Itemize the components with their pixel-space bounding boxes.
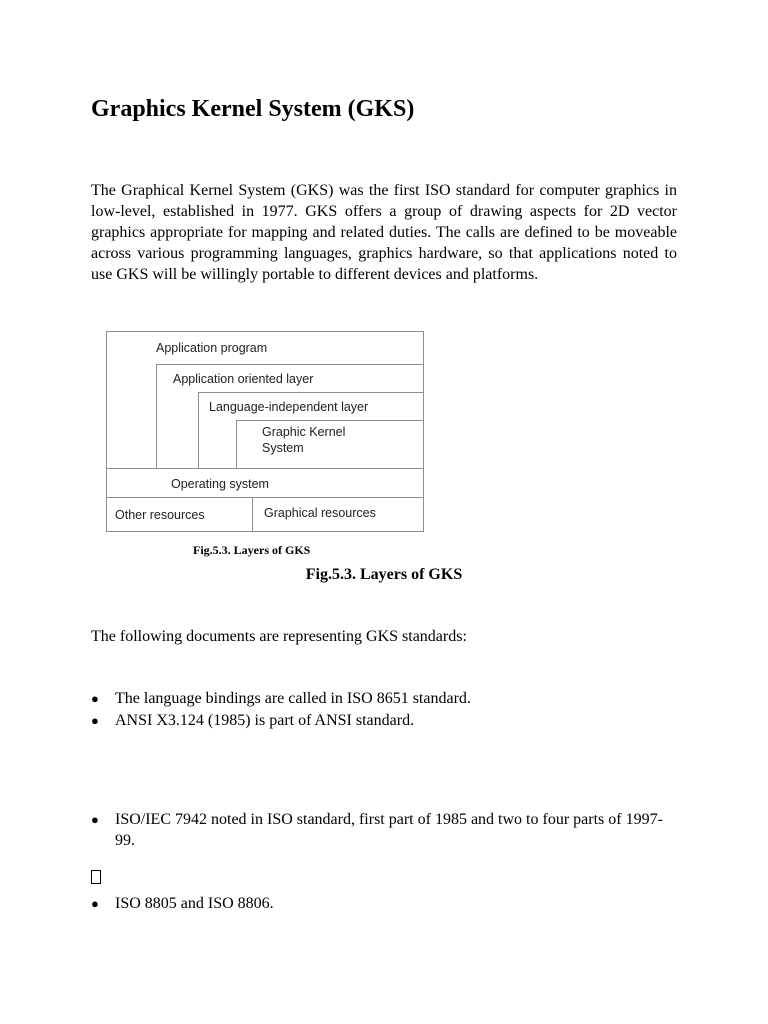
layer-graphical-resources: Graphical resources xyxy=(264,506,376,520)
layer-application-oriented: Application oriented layer xyxy=(173,372,314,386)
bullet-icon: ● xyxy=(91,896,99,911)
list-item-text: ANSI X3.124 (1985) is part of ANSI standard. xyxy=(115,712,415,729)
language-layer-left xyxy=(198,392,199,468)
language-layer-top xyxy=(198,392,424,393)
bullet-icon: ● xyxy=(91,713,99,728)
list-item-text: The language bindings are called in ISO 8651 standard. xyxy=(115,690,471,707)
missing-glyph-icon xyxy=(91,870,101,884)
layer-language-independent: Language-independent layer xyxy=(209,400,369,414)
resources-top xyxy=(106,497,424,498)
figure-caption-in-image: Fig.5.3. Layers of GKS xyxy=(193,543,311,557)
list-item-text: ISO 8805 and ISO 8806. xyxy=(115,895,274,912)
list-item-text: ISO/IEC 7942 noted in ISO standard, first part of 1985 and two to four parts of 1997-99. xyxy=(115,811,663,849)
operating-system-top xyxy=(106,468,424,469)
intro-paragraph: The Graphical Kernel System (GKS) was the first ISO standard for computer graphics in low-level, established in 1977. GKS offers a group of drawing aspects for 2D vector graphics appropriate for mapping and related duties. The calls are defined to be moveable across various programming languages, graphics hardware, so that applications noted to use GKS will be willingly portable to different devices and platforms. xyxy=(91,182,677,283)
resources-divider xyxy=(252,497,253,532)
diagram-border-top xyxy=(106,331,424,332)
gks-layers-diagram xyxy=(106,331,424,532)
standards-intro: The following documents are representing GKS standards: xyxy=(91,628,467,645)
layer-graphic-kernel-system: Graphic Kernel System xyxy=(262,425,346,455)
layer-other-resources: Other resources xyxy=(115,508,205,522)
diagram-border-left xyxy=(106,331,107,532)
gks-box-left xyxy=(236,420,237,468)
layer-operating-system: Operating system xyxy=(171,477,269,491)
page-title: Graphics Kernel System (GKS) xyxy=(91,96,415,122)
bullet-icon: ● xyxy=(91,691,99,706)
app-oriented-layer-top xyxy=(156,364,424,365)
app-oriented-layer-left xyxy=(156,364,157,468)
layer-application-program: Application program xyxy=(156,341,268,355)
gks-box-top xyxy=(236,420,424,421)
diagram-border-bottom xyxy=(106,531,424,532)
diagram-border-right xyxy=(423,331,424,532)
figure-caption: Fig.5.3. Layers of GKS xyxy=(305,566,463,583)
bullet-icon: ● xyxy=(91,812,99,827)
